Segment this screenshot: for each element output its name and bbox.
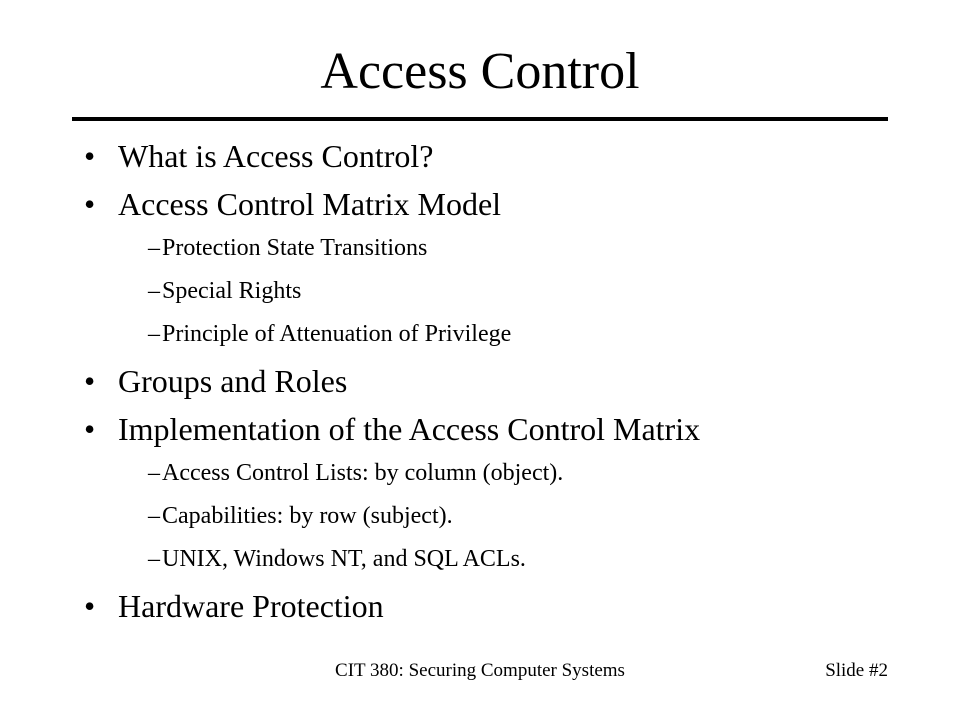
- bullet-mark: •: [84, 186, 96, 222]
- sub-bullet-text: Capabilities: by row (subject).: [162, 503, 453, 529]
- sub-bullet-text: Protection State Transitions: [162, 235, 428, 261]
- sub-bullet-mark: –: [148, 321, 160, 347]
- footer-slide-number: Slide #2: [825, 660, 888, 681]
- bullet-text: What is Access Control?: [118, 138, 434, 174]
- bullet-text: Access Control Matrix Model: [118, 186, 502, 222]
- bullet-mark: •: [84, 363, 96, 399]
- bullet-text: Implementation of the Access Control Matrix: [118, 411, 701, 447]
- sub-bullet-mark: –: [148, 503, 160, 529]
- sub-bullet-text: UNIX, Windows NT, and SQL ACLs.: [162, 546, 526, 572]
- bullet-mark: •: [84, 138, 96, 174]
- sub-bullet-mark: –: [148, 460, 160, 486]
- sub-bullet-mark: –: [148, 278, 160, 304]
- bullet-mark: •: [84, 588, 96, 624]
- bullet-text: Hardware Protection: [118, 588, 384, 624]
- bullet-mark: •: [84, 411, 96, 447]
- title-rule: [72, 117, 888, 121]
- sub-bullet-text: Special Rights: [162, 278, 302, 304]
- sub-bullet-mark: –: [148, 546, 160, 572]
- sub-bullet-text: Access Control Lists: by column (object).: [162, 460, 564, 486]
- sub-bullet-text: Principle of Attenuation of Privilege: [162, 321, 512, 347]
- footer-course: CIT 380: Securing Computer Systems: [335, 660, 625, 681]
- bullet-text: Groups and Roles: [118, 363, 348, 399]
- sub-bullet-mark: –: [148, 235, 160, 261]
- slide-title: Access Control: [320, 43, 640, 100]
